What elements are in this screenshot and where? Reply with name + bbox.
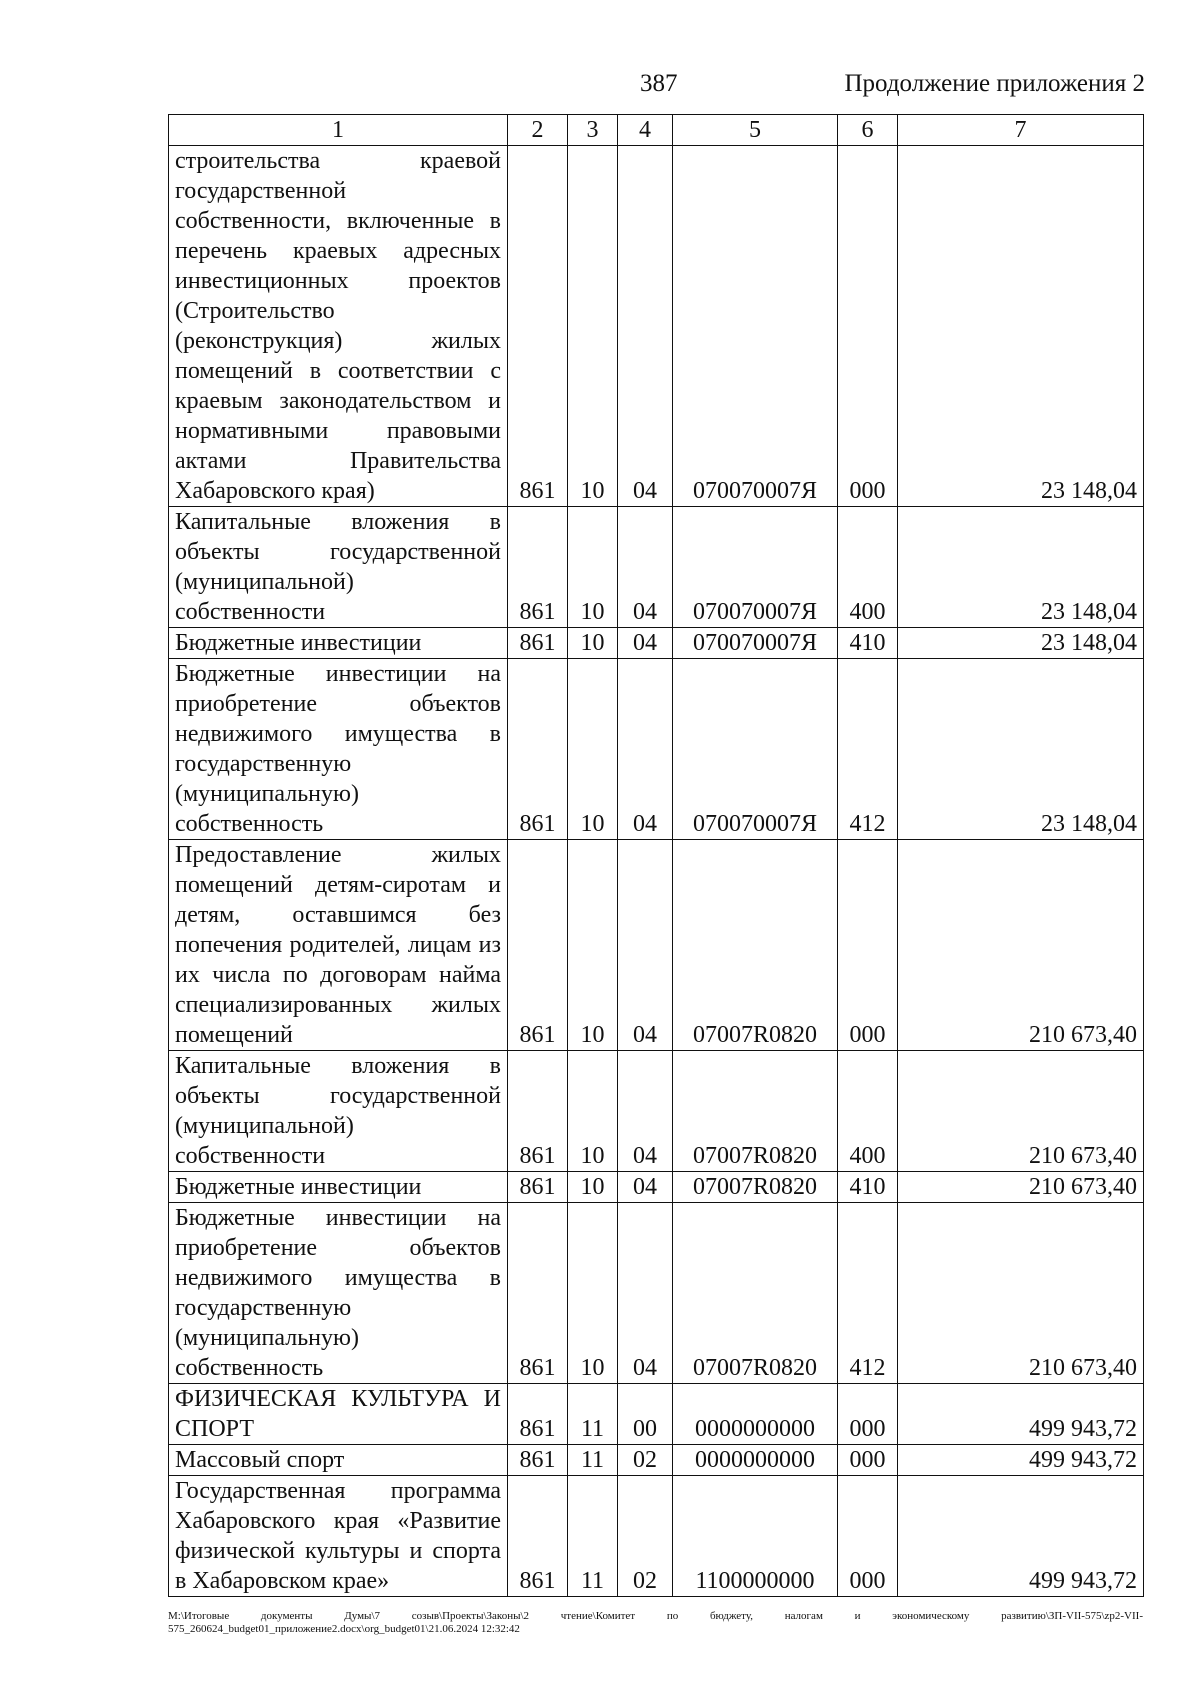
- amount-cell: 210 673,40: [898, 840, 1144, 1051]
- table-row: [169, 1445, 1144, 1476]
- section-code-cell: 11: [568, 1476, 618, 1597]
- section-code-cell: 11: [568, 1384, 618, 1445]
- target-article-cell: 07007R0820: [673, 1172, 838, 1203]
- row-name-cell: Капитальные вложения в объекты государственной (муниципальной) собственности: [169, 1051, 508, 1172]
- section-code-cell: 10: [568, 1172, 618, 1203]
- target-article-cell: 1100000000: [673, 1476, 838, 1597]
- ministry-code-cell: 861: [508, 659, 568, 840]
- row-name-cell: Бюджетные инвестиции: [169, 1172, 508, 1203]
- expense-type-cell: 410: [838, 1172, 898, 1203]
- amount-cell: 499 943,72: [898, 1445, 1144, 1476]
- table-row: [169, 1172, 1144, 1203]
- amount-cell: 499 943,72: [898, 1476, 1144, 1597]
- column-header: 1: [169, 115, 508, 146]
- column-header: 7: [898, 115, 1144, 146]
- target-article-cell: 07007R0820: [673, 840, 838, 1051]
- table-row: [169, 840, 1144, 1051]
- continuation-label: Продолжение приложения 2: [844, 70, 1145, 97]
- ministry-code-cell: 861: [508, 840, 568, 1051]
- subsection-code-cell: 04: [618, 1051, 673, 1172]
- table-row: [169, 659, 1144, 840]
- target-article-cell: 070070007Я: [673, 146, 838, 507]
- subsection-code-cell: 04: [618, 840, 673, 1051]
- section-code-cell: 10: [568, 507, 618, 628]
- expense-type-cell: 412: [838, 1203, 898, 1384]
- ministry-code-cell: 861: [508, 1051, 568, 1172]
- amount-cell: 499 943,72: [898, 1384, 1144, 1445]
- amount-cell: 23 148,04: [898, 507, 1144, 628]
- subsection-code-cell: 02: [618, 1445, 673, 1476]
- expense-type-cell: 400: [838, 507, 898, 628]
- table-row: [169, 1203, 1144, 1384]
- ministry-code-cell: 861: [508, 628, 568, 659]
- amount-cell: 210 673,40: [898, 1051, 1144, 1172]
- section-code-cell: 10: [568, 659, 618, 840]
- ministry-code-cell: 861: [508, 1476, 568, 1597]
- column-header: 2: [508, 115, 568, 146]
- page-number: 387: [640, 70, 678, 97]
- section-code-cell: 10: [568, 146, 618, 507]
- target-article-cell: 07007R0820: [673, 1051, 838, 1172]
- ministry-code-cell: 861: [508, 1445, 568, 1476]
- ministry-code-cell: 861: [508, 146, 568, 507]
- target-article-cell: 0000000000: [673, 1384, 838, 1445]
- subsection-code-cell: 04: [618, 628, 673, 659]
- ministry-code-cell: 861: [508, 1172, 568, 1203]
- subsection-code-cell: 04: [618, 659, 673, 840]
- amount-cell: 210 673,40: [898, 1203, 1144, 1384]
- expense-type-cell: 000: [838, 1384, 898, 1445]
- amount-cell: 23 148,04: [898, 659, 1144, 840]
- document-path-footer: M:\Итоговые документы Думы\7 созыв\Проекты\Законы\2 чтение\Комитет по бюджету, налогам и экономическому развитию\ЗП-VII-575\zp2-VII-575_260624_budget01_приложение2.docx\org_budget01\21.06.2024 12:32:42: [168, 1610, 1143, 1635]
- ministry-code-cell: 861: [508, 507, 568, 628]
- amount-cell: 23 148,04: [898, 628, 1144, 659]
- table-row: [169, 1476, 1144, 1597]
- target-article-cell: 0000000000: [673, 1445, 838, 1476]
- expense-type-cell: 412: [838, 659, 898, 840]
- column-header: 5: [673, 115, 838, 146]
- target-article-cell: 070070007Я: [673, 507, 838, 628]
- row-name-cell: Капитальные вложения в объекты государственной (муниципальной) собственности: [169, 507, 508, 628]
- table-row: [169, 1384, 1144, 1445]
- section-code-cell: 10: [568, 1203, 618, 1384]
- column-header: 6: [838, 115, 898, 146]
- ministry-code-cell: 861: [508, 1384, 568, 1445]
- target-article-cell: 07007R0820: [673, 1203, 838, 1384]
- table-header-row: [169, 115, 1144, 146]
- expense-type-cell: 000: [838, 1445, 898, 1476]
- table-row: [169, 1051, 1144, 1172]
- row-name-cell: Бюджетные инвестиции: [169, 628, 508, 659]
- amount-cell: 210 673,40: [898, 1172, 1144, 1203]
- subsection-code-cell: 04: [618, 1172, 673, 1203]
- ministry-code-cell: 861: [508, 1203, 568, 1384]
- row-name-cell: ФИЗИЧЕСКАЯ КУЛЬТУРА И СПОРТ: [169, 1384, 508, 1445]
- target-article-cell: 070070007Я: [673, 628, 838, 659]
- section-code-cell: 10: [568, 628, 618, 659]
- section-code-cell: 10: [568, 840, 618, 1051]
- row-name-cell: строительства краевой государственной собственности, включенные в перечень краевых адресных инвестиционных проектов (Строительство (реконструкция) жилых помещений в соответствии с краевым законодательством и нормативными правовыми актами Правительства Хабаровского края): [169, 146, 508, 507]
- subsection-code-cell: 04: [618, 146, 673, 507]
- budget-table: [168, 114, 1144, 1597]
- row-name-cell: Бюджетные инвестиции на приобретение объектов недвижимого имущества в государственную (муниципальную) собственность: [169, 659, 508, 840]
- amount-cell: 23 148,04: [898, 146, 1144, 507]
- expense-type-cell: 000: [838, 1476, 898, 1597]
- subsection-code-cell: 02: [618, 1476, 673, 1597]
- expense-type-cell: 000: [838, 146, 898, 507]
- expense-type-cell: 400: [838, 1051, 898, 1172]
- row-name-cell: Государственная программа Хабаровского края «Развитие физической культуры и спорта в Хабаровском крае»: [169, 1476, 508, 1597]
- table-row: [169, 146, 1144, 507]
- target-article-cell: 070070007Я: [673, 659, 838, 840]
- expense-type-cell: 410: [838, 628, 898, 659]
- section-code-cell: 11: [568, 1445, 618, 1476]
- section-code-cell: 10: [568, 1051, 618, 1172]
- table-row: [169, 507, 1144, 628]
- column-header: 4: [618, 115, 673, 146]
- table-row: [169, 628, 1144, 659]
- expense-type-cell: 000: [838, 840, 898, 1051]
- subsection-code-cell: 00: [618, 1384, 673, 1445]
- subsection-code-cell: 04: [618, 1203, 673, 1384]
- row-name-cell: Предоставление жилых помещений детям-сиротам и детям, оставшимся без попечения родителей, лицам из их числа по договорам найма специализированных жилых помещений: [169, 840, 508, 1051]
- column-header: 3: [568, 115, 618, 146]
- row-name-cell: Бюджетные инвестиции на приобретение объектов недвижимого имущества в государственную (муниципальную) собственность: [169, 1203, 508, 1384]
- subsection-code-cell: 04: [618, 507, 673, 628]
- row-name-cell: Массовый спорт: [169, 1445, 508, 1476]
